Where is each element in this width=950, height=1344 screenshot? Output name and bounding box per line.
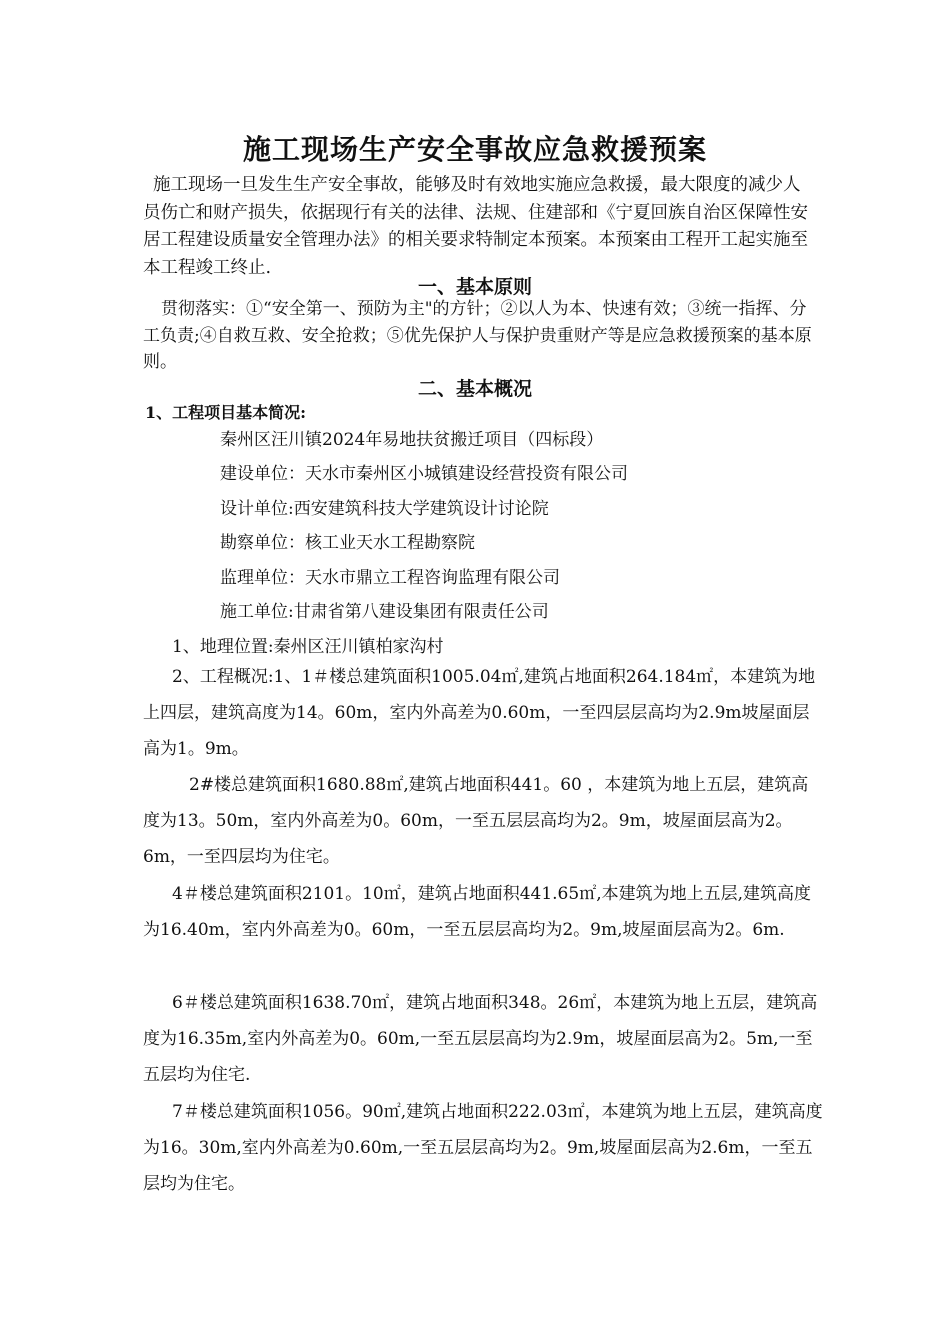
survey-unit: 勘察单位：核工业天水工程勘察院	[220, 533, 475, 553]
section-heading-basic-principles: 一、基本原则	[417, 276, 532, 298]
section-heading-basic-overview: 二、基本概况	[417, 378, 532, 400]
document-title: 施工现场生产安全事故应急救援预案	[242, 133, 707, 166]
building-2-description: 2#楼总建筑面积1680.88㎡,建筑占地面积441。60 ，本建筑为地上五层，建筑高度为13。50m，室内外高差为0。60m，一至五层层高均为2。9m，坡屋面层高为2。6m，一至四层均为住宅。	[143, 775, 809, 867]
subheading-project-info: 1、工程项目基本简况:	[145, 403, 307, 422]
principles-paragraph: 贯彻落实：①“安全第一、预防为主"的方针；②以人为本、快速有效；③统一指挥、分工负责;④自救互救、安全抢救；⑤优先保护人与保护贵重财产等是应急救援预案的基本原则。	[143, 299, 812, 372]
design-unit: 设计单位:西安建筑科技大学建筑设计讨论院	[220, 499, 549, 519]
intro-paragraph: 施工现场一旦发生生产安全事故，能够及时有效地实施应急救援，最大限度的减少人员伤亡和财产损失，依据现行有关的法律、法规、住建部和《宁夏回族自治区保障性安居工程建设质量安全管理办法》的相关要求特制定本预案。本预案由工程开工起实施至本工程竣工终止.	[143, 175, 808, 278]
geographic-location: 1、地理位置:秦州区汪川镇柏家沟村	[172, 637, 444, 657]
project-overview-building-1: 2、工程概况:1、1＃楼总建筑面积1005.04㎡,建筑占地面积264.184㎡，本建筑为地上四层，建筑高度为14。60m，室内外高差为0.60m，一至四层层高均为2.9m坡屋面层高为1。9m。	[143, 667, 816, 759]
supervision-unit: 监理单位：天水市鼎立工程咨询监理有限公司	[220, 568, 560, 588]
building-6-description: 6＃楼总建筑面积1638.70㎡，建筑占地面积348。26㎡，本建筑为地上五层，建筑高度为16.35m,室内外高差为0。60m,一至五层层高均为2.9m，坡屋面层高为2。5m,一至五层均为住宅.	[143, 993, 818, 1085]
construction-unit: 建设单位：天水市秦州区小城镇建设经营投资有限公司	[220, 464, 628, 484]
project-name: 秦州区汪川镇2024年易地扶贫搬迁项目（四标段）	[220, 430, 604, 450]
building-7-description: 7＃楼总建筑面积1056。90㎡,建筑占地面积222.03㎡，本建筑为地上五层，建筑高度为16。30m,室内外高差为0.60m,一至五层层高均为2。9m,坡屋面层高为2.6m，一至五层均为住宅。	[143, 1102, 823, 1194]
building-4-description: 4＃楼总建筑面积2101。10㎡，建筑占地面积441.65㎡,本建筑为地上五层,建筑高度为16.40m，室内外高差为0。60m，一至五层层高均为2。9m,坡屋面层高为2。6m.	[143, 884, 812, 940]
contractor-unit: 施工单位:甘肃省第八建设集团有限责任公司	[220, 602, 549, 622]
